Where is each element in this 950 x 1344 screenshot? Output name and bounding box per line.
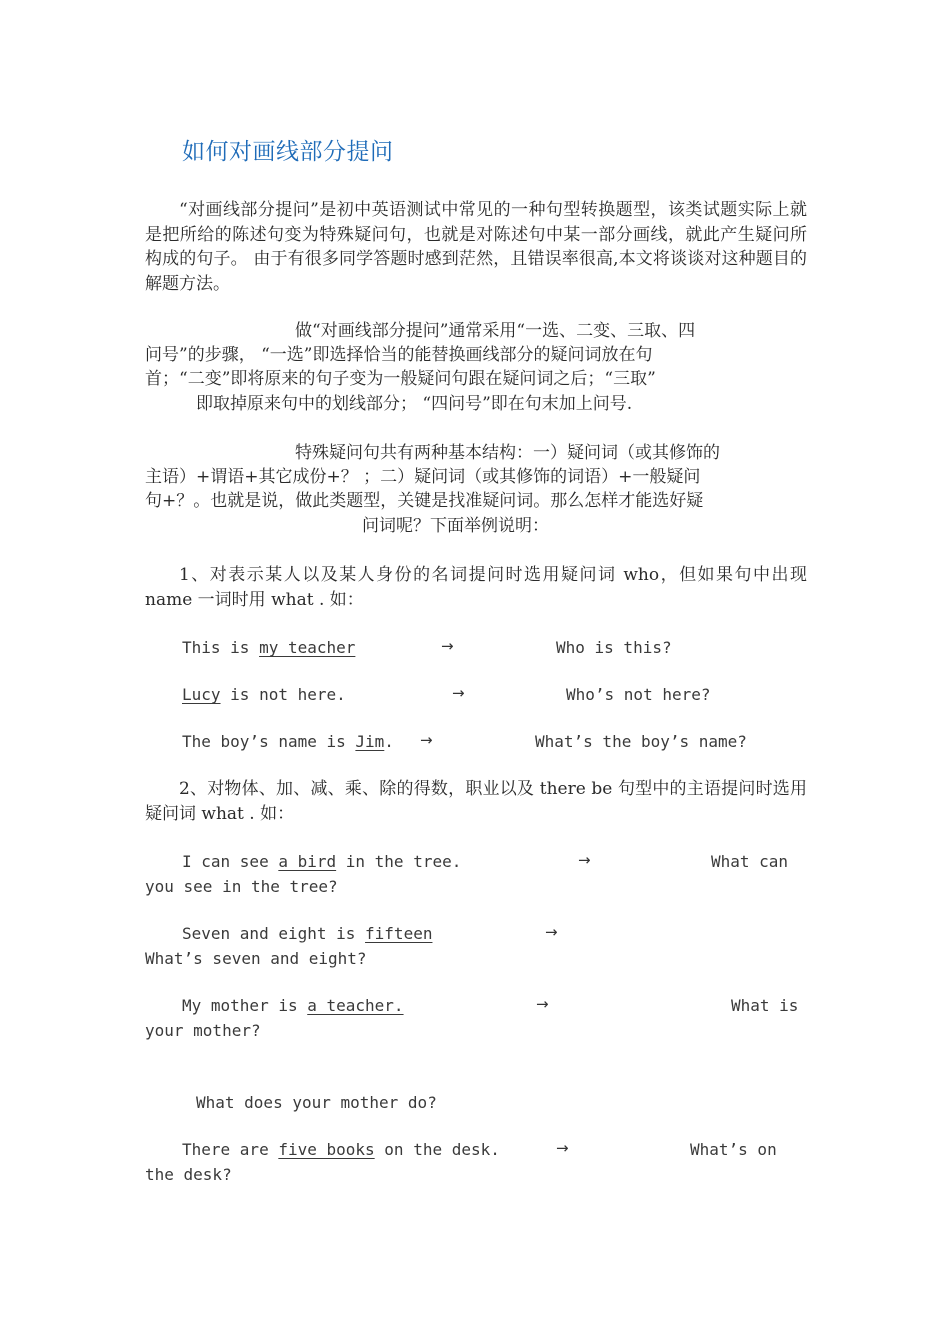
example-sentence: My mother is a teacher. [182, 996, 404, 1015]
underlined-part: five books [278, 1140, 375, 1159]
example-answer: What is [731, 996, 799, 1015]
underlined-part: Lucy [182, 685, 221, 704]
underlined-part: a bird [278, 852, 337, 871]
arrow-icon: → [452, 684, 465, 702]
example-answer-continued: you see in the tree? [145, 877, 338, 896]
rule-1-paragraph: 1、对表示某人以及某人身份的名词提问时选用疑问词 who，但如果句中出现 name 一词时用 what . 如： [145, 565, 807, 610]
example-sentence: Seven and eight is fifteen [182, 924, 433, 943]
arrow-icon: → [536, 995, 549, 1013]
example-sentence: There are five books on the desk. [182, 1140, 500, 1159]
steps-line-4: 即取掉原来句中的划线部分； “四问号”即在句末加上问号. [196, 394, 633, 414]
structure-line-2: 主语）+谓语+其它成份+？ ；二）疑问词（或其修饰的词语）+一般疑问 [145, 467, 701, 487]
example-answer: What’s seven and eight? [145, 949, 367, 968]
arrow-icon: → [556, 1139, 569, 1157]
example-sentence: I can see a bird in the tree. [182, 852, 462, 871]
underlined-part: a teacher. [307, 996, 404, 1015]
example-sentence: The boy’s name is Jim. [182, 732, 394, 751]
structure-line-3: 句+？。也就是说，做此类题型，关键是找准疑问词。那么怎样才能选好疑 [145, 491, 704, 511]
underlined-part: my teacher [259, 638, 356, 657]
arrow-icon: → [420, 731, 433, 749]
example-answer-alternative: What does your mother do? [196, 1093, 437, 1112]
example-answer: What’s on [690, 1140, 777, 1159]
example-answer: What can [711, 852, 789, 871]
example-answer: Who’s not here? [566, 685, 711, 704]
example-answer: Who is this? [556, 638, 672, 657]
underlined-part: fifteen [365, 924, 433, 943]
steps-line-2: 问号”的步骤， “一选”即选择恰当的能替换画线部分的疑问词放在句 [145, 345, 653, 365]
structure-line-4: 问词呢？下面举例说明： [362, 516, 549, 536]
example-sentence: Lucy is not here. [182, 685, 346, 704]
structure-line-1: 特殊疑问句共有两种基本结构：一）疑问词（或其修饰的 [295, 443, 720, 463]
page-title: 如何对画线部分提问 [182, 139, 394, 165]
example-answer-continued: the desk? [145, 1165, 232, 1184]
example-sentence: This is my teacher [182, 638, 356, 657]
steps-line-3: 首；“二变”即将原来的句子变为一般疑问句跟在疑问词之后；“三取” [145, 369, 656, 389]
rule-2-paragraph: 2、对物体、加、减、乘、除的得数，职业以及 there be 句型中的主语提问时选用疑问词 what . 如： [145, 779, 807, 824]
example-answer: What’s the boy’s name? [535, 732, 747, 751]
steps-line-1: 做“对画线部分提问”通常采用“一选、二变、三取、四 [295, 321, 696, 341]
intro-paragraph: “对画线部分提问”是初中英语测试中常见的一种句型转换题型，该类试题实际上就是把所给的陈述句变为特殊疑问句，也就是对陈述句中某一部分画线，就此产生疑问所构成的句子。 由于有很多同学答题时感到茫然，且错误率很高,本文将谈谈对这种题目的解题方法。 [145, 200, 807, 294]
arrow-icon: → [545, 923, 558, 941]
underlined-part: Jim [355, 732, 385, 751]
arrow-icon: → [441, 637, 454, 655]
example-answer-continued: your mother? [145, 1021, 261, 1040]
arrow-icon: → [578, 851, 591, 869]
